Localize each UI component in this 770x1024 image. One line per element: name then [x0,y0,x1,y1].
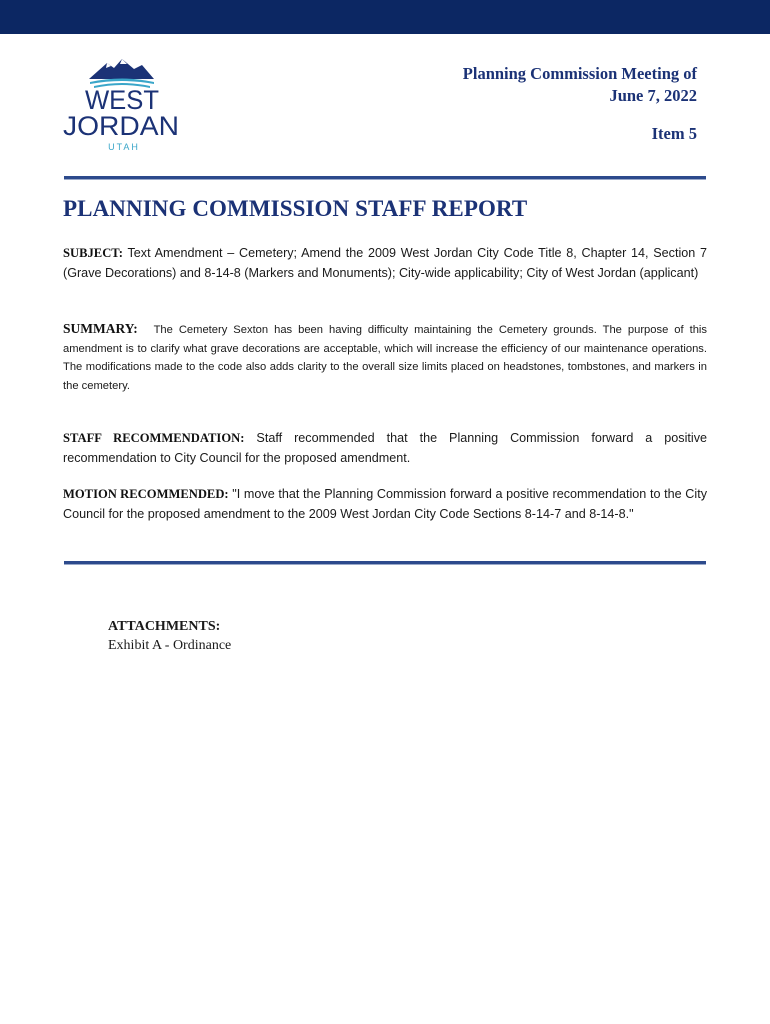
meeting-info [463,63,697,107]
subject-label: SUBJECT: [63,246,123,260]
west-jordan-logo [62,55,182,153]
motion-label: MOTION RECOMMENDED: [63,487,229,501]
meeting-title: Planning Commission Meeting of [462,64,697,83]
staff-recommendation-section [63,429,707,468]
subject-section [63,244,707,283]
logo-word-jordan: JORDAN [63,111,179,141]
item-number: Item 5 [651,124,697,143]
motion-section [63,485,707,524]
subject-text: Text Amendment – Cemetery; Amend the 2009 West Jordan City Code Title 8, Chapter 14, Section 7 (Grave Decorations) and 8-14-8 (Markers and Monuments); City-wide applicability; City of West Jordan (applicant) [63,246,707,280]
footer-divider [64,561,706,565]
summary-text: The Cemetery Sexton has been having difficulty maintaining the Cemetery grounds. The purpose of this amendment is to clarify what grave decorations are acceptable, which will increase the efficiency of our maintenance operations. The modifications made to the code also adds clarity to the overall size limits placed on headstones, tombstones, and markers in the cemetery. [63,324,707,392]
report-title: PLANNING COMMISSION STAFF REPORT [63,196,528,221]
attachments-heading: ATTACHMENTS: [108,619,221,634]
summary-section [63,320,707,395]
top-banner [0,0,770,34]
logo-word-utah: UTAH [108,142,140,152]
attachments [108,617,231,655]
motion-text: "I move that the Planning Commission forward a positive recommendation to the City Council for the proposed amendment to the 2009 West Jordan City Code Sections 8-14-7 and 8-14-8." [63,487,707,521]
logo-word-west: WEST [85,85,159,115]
staff-recommendation-label: STAFF RECOMMENDATION: [63,431,245,445]
mountain-icon [89,59,154,88]
header-divider [64,176,706,180]
attachment-item: Exhibit A - Ordinance [108,638,232,653]
meeting-date: June 7, 2022 [609,86,697,105]
summary-label: SUMMARY: [63,321,138,336]
staff-recommendation-text: Staff recommended that the Planning Commission forward a positive recommendation to City Council for the proposed amendment. [63,431,708,465]
